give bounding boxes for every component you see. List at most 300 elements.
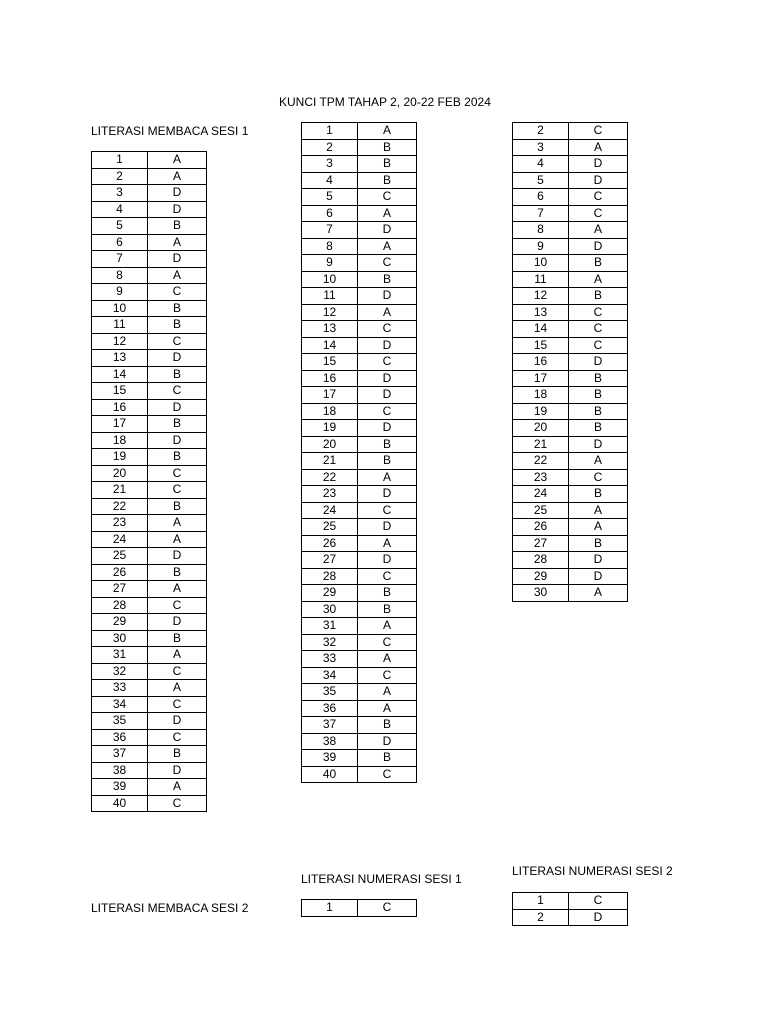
question-number: 12 (302, 304, 358, 321)
answer-row (92, 185, 207, 202)
question-number: 1 (92, 152, 148, 169)
question-number: 16 (92, 399, 148, 416)
answer-letter: C (358, 354, 417, 371)
question-number: 8 (513, 222, 569, 239)
question-number: 3 (92, 185, 148, 202)
question-number: 7 (92, 251, 148, 268)
answer-letter: C (569, 205, 628, 222)
answer-row (513, 304, 628, 321)
answer-letter: A (148, 152, 207, 169)
answer-row (302, 651, 417, 668)
answer-row (513, 123, 628, 140)
answer-letter: A (358, 238, 417, 255)
answer-letter: D (358, 420, 417, 437)
answer-letter: B (358, 601, 417, 618)
answer-row (92, 779, 207, 796)
answer-row (302, 387, 417, 404)
question-number: 6 (302, 205, 358, 222)
answer-row (302, 667, 417, 684)
question-number: 10 (513, 255, 569, 272)
question-number: 27 (92, 581, 148, 598)
question-number: 18 (513, 387, 569, 404)
question-number: 19 (513, 403, 569, 420)
answer-letter: D (358, 222, 417, 239)
answer-row (92, 663, 207, 680)
question-number: 12 (513, 288, 569, 305)
answer-letter: B (148, 449, 207, 466)
question-number: 15 (513, 337, 569, 354)
question-number: 24 (302, 502, 358, 519)
answer-letter: B (569, 535, 628, 552)
answer-row (513, 436, 628, 453)
answer-letter: C (358, 667, 417, 684)
answer-letter: D (358, 337, 417, 354)
question-number: 5 (92, 218, 148, 235)
answer-row (513, 469, 628, 486)
answer-letter: C (569, 304, 628, 321)
answer-letter: B (569, 387, 628, 404)
answer-letter: B (148, 564, 207, 581)
answer-letter: A (569, 139, 628, 156)
answer-row (92, 564, 207, 581)
question-number: 2 (92, 168, 148, 185)
question-number: 1 (513, 893, 569, 910)
question-number: 21 (302, 453, 358, 470)
question-number: 17 (513, 370, 569, 387)
answer-letter: A (148, 168, 207, 185)
question-number: 22 (92, 498, 148, 515)
answer-row (513, 354, 628, 371)
question-number: 11 (302, 288, 358, 305)
answer-row (92, 432, 207, 449)
answer-letter: C (148, 795, 207, 812)
question-number: 13 (513, 304, 569, 321)
question-number: 3 (513, 139, 569, 156)
answer-row (302, 156, 417, 173)
question-number: 31 (302, 618, 358, 635)
answer-table-numerasi-2 (512, 892, 628, 926)
answer-row (302, 634, 417, 651)
question-number: 28 (92, 597, 148, 614)
question-number: 2 (302, 139, 358, 156)
question-number: 25 (92, 548, 148, 565)
answer-row (92, 729, 207, 746)
question-number: 15 (302, 354, 358, 371)
answer-row (92, 614, 207, 631)
answer-row (92, 416, 207, 433)
answer-letter: C (148, 729, 207, 746)
answer-row (513, 156, 628, 173)
answer-letter: A (148, 267, 207, 284)
answer-letter: C (148, 383, 207, 400)
question-number: 19 (302, 420, 358, 437)
answer-row (92, 498, 207, 515)
answer-row (92, 152, 207, 169)
answer-row (513, 189, 628, 206)
answer-letter: A (569, 271, 628, 288)
answer-letter: D (569, 568, 628, 585)
answer-letter: C (358, 321, 417, 338)
answer-letter: C (148, 284, 207, 301)
answer-row (513, 337, 628, 354)
answer-letter: A (358, 618, 417, 635)
answer-row (302, 337, 417, 354)
answer-letter: D (569, 172, 628, 189)
answer-letter: C (569, 123, 628, 140)
answer-letter: B (358, 156, 417, 173)
question-number: 27 (302, 552, 358, 569)
question-number: 39 (302, 750, 358, 767)
answer-letter: D (569, 156, 628, 173)
question-number: 20 (92, 465, 148, 482)
question-number: 12 (92, 333, 148, 350)
question-number: 23 (513, 469, 569, 486)
question-number: 17 (92, 416, 148, 433)
question-number: 30 (513, 585, 569, 602)
question-number: 23 (302, 486, 358, 503)
question-number: 31 (92, 647, 148, 664)
answer-letter: C (358, 255, 417, 272)
question-number: 34 (302, 667, 358, 684)
answer-letter: A (569, 502, 628, 519)
answer-row (92, 762, 207, 779)
answer-row (513, 238, 628, 255)
question-number: 24 (513, 486, 569, 503)
answer-row (302, 535, 417, 552)
question-number: 16 (513, 354, 569, 371)
section-label-membaca-1: LITERASI MEMBACA SESI 1 (91, 124, 249, 138)
question-number: 23 (92, 515, 148, 532)
answer-row (302, 420, 417, 437)
answer-row (302, 700, 417, 717)
answer-row (302, 354, 417, 371)
answer-letter: D (569, 552, 628, 569)
answer-letter: D (358, 519, 417, 536)
question-number: 11 (92, 317, 148, 334)
answer-row (92, 548, 207, 565)
answer-letter: D (148, 185, 207, 202)
answer-row (302, 370, 417, 387)
page-title: KUNCI TPM TAHAP 2, 20-22 FEB 2024 (279, 95, 491, 109)
question-number: 39 (92, 779, 148, 796)
answer-letter: A (358, 469, 417, 486)
answer-row (92, 333, 207, 350)
question-number: 26 (302, 535, 358, 552)
answer-letter: A (358, 304, 417, 321)
answer-row (92, 267, 207, 284)
answer-letter: B (358, 750, 417, 767)
answer-row (513, 321, 628, 338)
question-number: 6 (92, 234, 148, 251)
question-number: 36 (302, 700, 358, 717)
answer-row (302, 486, 417, 503)
answer-letter: C (148, 597, 207, 614)
answer-letter: B (358, 172, 417, 189)
answer-row (302, 123, 417, 140)
answer-row (92, 399, 207, 416)
answer-row (302, 733, 417, 750)
answer-letter: C (569, 321, 628, 338)
question-number: 40 (302, 766, 358, 783)
answer-row (302, 238, 417, 255)
question-number: 5 (302, 189, 358, 206)
answer-letter: D (148, 432, 207, 449)
answer-letter: B (358, 271, 417, 288)
answer-row (302, 436, 417, 453)
question-number: 7 (513, 205, 569, 222)
answer-letter: A (148, 581, 207, 598)
answer-row (513, 568, 628, 585)
question-number: 24 (92, 531, 148, 548)
answer-letter: A (148, 234, 207, 251)
question-number: 15 (92, 383, 148, 400)
answer-letter: C (358, 502, 417, 519)
answer-letter: D (358, 387, 417, 404)
answer-row (513, 909, 628, 926)
answer-letter: D (358, 486, 417, 503)
answer-letter: D (148, 548, 207, 565)
question-number: 21 (513, 436, 569, 453)
question-number: 11 (513, 271, 569, 288)
answer-row (513, 486, 628, 503)
question-number: 18 (302, 403, 358, 420)
answer-letter: D (148, 251, 207, 268)
answer-letter: C (148, 663, 207, 680)
answer-row (302, 502, 417, 519)
answer-letter: C (569, 189, 628, 206)
question-number: 1 (302, 900, 358, 917)
answer-letter: B (148, 498, 207, 515)
question-number: 9 (92, 284, 148, 301)
answer-row (92, 746, 207, 763)
answer-letter: C (569, 469, 628, 486)
answer-letter: C (358, 568, 417, 585)
answer-row (92, 218, 207, 235)
answer-row (92, 515, 207, 532)
answer-row (513, 420, 628, 437)
answer-letter: A (358, 535, 417, 552)
answer-row (92, 350, 207, 367)
answer-row (513, 205, 628, 222)
answer-letter: B (148, 317, 207, 334)
answer-row (302, 205, 417, 222)
answer-row (92, 383, 207, 400)
question-number: 32 (302, 634, 358, 651)
question-number: 2 (513, 123, 569, 140)
question-number: 17 (302, 387, 358, 404)
question-number: 4 (92, 201, 148, 218)
question-number: 13 (302, 321, 358, 338)
answer-row (302, 618, 417, 635)
answer-row (302, 684, 417, 701)
answer-letter: A (358, 123, 417, 140)
answer-letter: A (358, 684, 417, 701)
answer-row (302, 453, 417, 470)
answer-letter: C (569, 893, 628, 910)
question-number: 7 (302, 222, 358, 239)
answer-row (513, 403, 628, 420)
answer-letter: B (148, 300, 207, 317)
answer-row (513, 370, 628, 387)
answer-letter: B (148, 416, 207, 433)
question-number: 30 (302, 601, 358, 618)
answer-letter: D (358, 370, 417, 387)
answer-letter: D (148, 350, 207, 367)
answer-letter: A (569, 222, 628, 239)
answer-letter: D (148, 201, 207, 218)
question-number: 9 (302, 255, 358, 272)
answer-letter: A (148, 515, 207, 532)
answer-row (302, 766, 417, 783)
answer-row (92, 696, 207, 713)
answer-letter: D (358, 552, 417, 569)
answer-letter: B (569, 403, 628, 420)
answer-letter: A (569, 453, 628, 470)
answer-row (513, 172, 628, 189)
question-number: 37 (92, 746, 148, 763)
answer-row (302, 172, 417, 189)
answer-row (92, 300, 207, 317)
answer-row (302, 271, 417, 288)
answer-row (92, 630, 207, 647)
answer-row (513, 271, 628, 288)
answer-letter: C (569, 337, 628, 354)
answer-row (302, 321, 417, 338)
answer-row (302, 717, 417, 734)
answer-letter: B (148, 366, 207, 383)
question-number: 6 (513, 189, 569, 206)
question-number: 8 (302, 238, 358, 255)
question-number: 8 (92, 267, 148, 284)
question-number: 29 (92, 614, 148, 631)
answer-letter: C (148, 465, 207, 482)
answer-letter: D (358, 288, 417, 305)
question-number: 40 (92, 795, 148, 812)
answer-row (302, 469, 417, 486)
question-number: 22 (513, 453, 569, 470)
answer-letter: D (569, 238, 628, 255)
question-number: 1 (302, 123, 358, 140)
answer-row (92, 465, 207, 482)
answer-letter: D (148, 399, 207, 416)
answer-letter: B (569, 288, 628, 305)
answer-table-column-2 (301, 122, 417, 783)
answer-letter: C (148, 333, 207, 350)
question-number: 37 (302, 717, 358, 734)
answer-row (302, 519, 417, 536)
question-number: 9 (513, 238, 569, 255)
question-number: 21 (92, 482, 148, 499)
answer-row (92, 680, 207, 697)
answer-letter: C (358, 634, 417, 651)
answer-letter: D (569, 354, 628, 371)
question-number: 35 (302, 684, 358, 701)
answer-letter: A (148, 647, 207, 664)
answer-letter: B (148, 630, 207, 647)
answer-letter: C (358, 189, 417, 206)
answer-row (92, 366, 207, 383)
answer-letter: C (358, 766, 417, 783)
answer-letter: A (569, 585, 628, 602)
answer-letter: C (358, 900, 417, 917)
answer-row (513, 387, 628, 404)
answer-table-column-3 (512, 122, 628, 602)
question-number: 25 (302, 519, 358, 536)
answer-row (302, 552, 417, 569)
answer-letter: D (148, 762, 207, 779)
question-number: 19 (92, 449, 148, 466)
question-number: 13 (92, 350, 148, 367)
section-label-membaca-2: LITERASI MEMBACA SESI 2 (91, 901, 249, 915)
question-number: 33 (302, 651, 358, 668)
question-number: 28 (302, 568, 358, 585)
answer-row (302, 403, 417, 420)
answer-row (92, 201, 207, 218)
question-number: 34 (92, 696, 148, 713)
answer-letter: C (148, 696, 207, 713)
question-number: 16 (302, 370, 358, 387)
question-number: 10 (302, 271, 358, 288)
answer-letter: D (569, 909, 628, 926)
answer-row (513, 502, 628, 519)
question-number: 29 (302, 585, 358, 602)
answer-letter: A (148, 779, 207, 796)
answer-row (302, 255, 417, 272)
answer-letter: B (358, 717, 417, 734)
answer-letter: A (358, 700, 417, 717)
answer-letter: A (148, 680, 207, 697)
question-number: 22 (302, 469, 358, 486)
answer-row (302, 139, 417, 156)
answer-letter: B (148, 218, 207, 235)
answer-row (513, 453, 628, 470)
question-number: 26 (92, 564, 148, 581)
answer-letter: B (148, 746, 207, 763)
answer-letter: A (148, 531, 207, 548)
question-number: 35 (92, 713, 148, 730)
section-label-numerasi-2: LITERASI NUMERASI SESI 2 (512, 864, 673, 878)
answer-row (92, 234, 207, 251)
answer-row (513, 893, 628, 910)
answer-row (302, 189, 417, 206)
answer-letter: B (358, 453, 417, 470)
question-number: 4 (513, 156, 569, 173)
answer-row (92, 795, 207, 812)
answer-row (302, 222, 417, 239)
answer-row (302, 288, 417, 305)
answer-row (302, 585, 417, 602)
answer-letter: A (358, 205, 417, 222)
question-number: 28 (513, 552, 569, 569)
answer-row (92, 597, 207, 614)
question-number: 38 (92, 762, 148, 779)
answer-row (92, 317, 207, 334)
answer-table-numerasi-1 (301, 899, 417, 917)
question-number: 27 (513, 535, 569, 552)
question-number: 10 (92, 300, 148, 317)
question-number: 14 (92, 366, 148, 383)
answer-row (92, 449, 207, 466)
answer-letter: B (358, 436, 417, 453)
answer-row (513, 552, 628, 569)
answer-row (513, 222, 628, 239)
question-number: 32 (92, 663, 148, 680)
question-number: 2 (513, 909, 569, 926)
answer-row (513, 288, 628, 305)
answer-letter: B (569, 255, 628, 272)
question-number: 20 (513, 420, 569, 437)
question-number: 14 (302, 337, 358, 354)
